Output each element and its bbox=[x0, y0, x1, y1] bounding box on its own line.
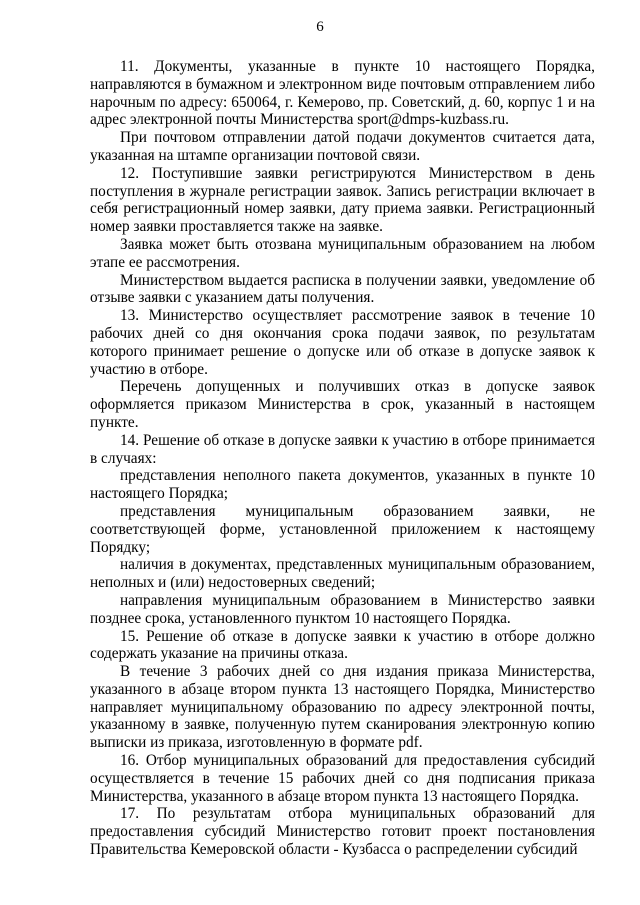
paragraph-14-case-3: наличия в документах, представленных муниципальным образованием, неполных и (или) недостоверных сведений; bbox=[90, 556, 595, 592]
paragraph-17: 17. По результатам отбора муниципальных образований для предоставления субсидий Министерство готовит проект постановления Правительства Кемеровской области - Кузбасса о распределении субсидий bbox=[90, 805, 595, 859]
page-number: 6 bbox=[316, 19, 324, 35]
paragraph-14-case-4: направления муниципальным образованием в Министерство заявки позднее срока, установленного пунктом 10 настоящего Порядка. bbox=[90, 591, 595, 627]
paragraph-notification: В течение 3 рабочих дней со дня издания приказа Министерства, указанного в абзаце втором пункта 13 настоящего Порядка, Министерство направляет муниципальному образованию по адресу электронной почты, указанному в заявке, полученную путем сканирования электронную копию выписки из приказа, изготовленную в формате pdf. bbox=[90, 663, 595, 752]
paragraph-withdrawal: Заявка может быть отозвана муниципальным образованием на любом этапе ее рассмотрения. bbox=[90, 235, 595, 271]
paragraph-admitted-list: Перечень допущенных и получивших отказ в допуске заявок оформляется приказом Министерства в срок, указанный в настоящем пункте. bbox=[90, 378, 595, 431]
paragraph-14-case-2: представления муниципальным образованием заявки, не соответствующей форме, установленной приложением к настоящему Порядку; bbox=[90, 502, 595, 556]
paragraph-12: 12. Поступившие заявки регистрируются Министерством в день поступления в журнале регистрации заявок. Запись регистрации включает в себя регистрационный номер заявки, дату приема заявки. Регистрационный номер заявки проставляется также на заявке. bbox=[90, 164, 595, 236]
paragraph-13: 13. Министерство осуществляет рассмотрение заявок в течение 10 рабочих дней со дня окончания срока подачи заявок, по результатам которого принимает решение о допуске или об отказе в допуске заявок к участию в отборе. bbox=[90, 307, 595, 378]
paragraph-15: 15. Решение об отказе в допуске заявки к участию в отборе должно содержать указание на причины отказа. bbox=[90, 627, 595, 663]
paragraph-16: 16. Отбор муниципальных образований для предоставления субсидий осуществляется в течение 15 рабочих дней со дня подписания приказа Министерства, указанного в абзаце втором пункта 13 настоящего Порядка. bbox=[90, 752, 595, 805]
paragraph-11: 11. Документы, указанные в пункте 10 настоящего Порядка, направляются в бумажном и электронном виде почтовым отправлением либо нарочным по адресу: 650064, г. Кемерово, пр. Советский, д. 60, корпус 1 и на адрес электронной почты Министерства sport@dmps-kuzbass.ru. bbox=[90, 58, 595, 129]
paragraph-receipt: Министерством выдается расписка в получении заявки, уведомление об отзыве заявки с указанием даты получения. bbox=[90, 271, 595, 307]
paragraph-14: 14. Решение об отказе в допуске заявки к участию в отборе принимается в случаях: bbox=[90, 431, 595, 467]
document-body bbox=[90, 58, 595, 859]
paragraph-postal-date: При почтовом отправлении датой подачи документов считается дата, указанная на штампе организации почтовой связи. bbox=[90, 129, 595, 164]
paragraph-14-case-1: представления неполного пакета документов, указанных в пункте 10 настоящего Порядка; bbox=[90, 467, 595, 503]
